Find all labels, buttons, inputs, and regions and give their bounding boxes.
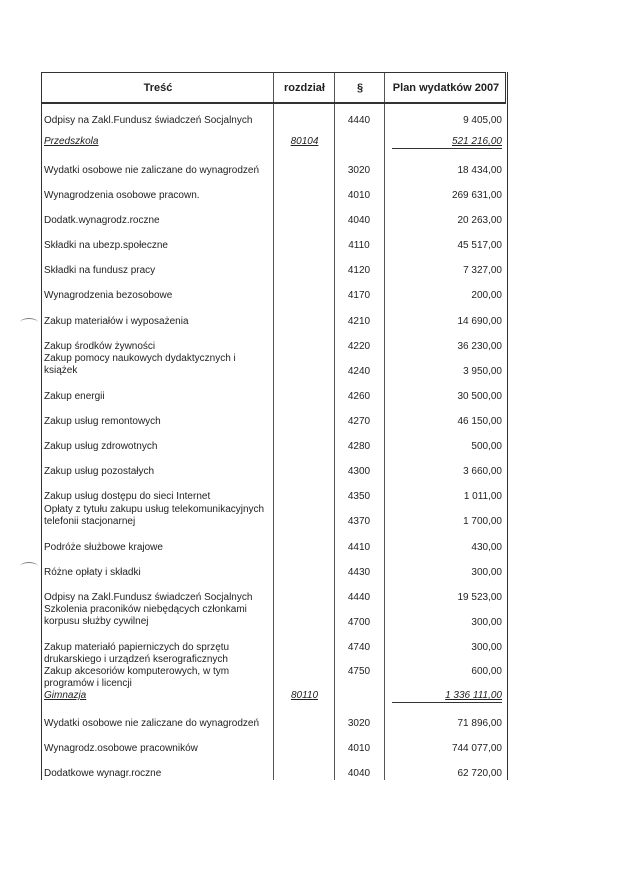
- row-amount: 1 336 111,00: [445, 690, 502, 701]
- row-description: Wydatki osobowe nie zaliczane do wynagrodzeń: [44, 165, 260, 176]
- row-description: Podróże służbowe krajowe: [44, 542, 163, 553]
- row-amount: 36 230,00: [457, 341, 502, 352]
- table-header: [41, 72, 506, 104]
- header-rozdzial: rozdział: [284, 82, 325, 94]
- row-description: Zakup energii: [44, 391, 105, 402]
- row-description: Szkolenia praconików niebędących członkami korpusu służby cywilnej: [44, 604, 247, 627]
- row-amount: 1 011,00: [463, 491, 502, 502]
- row-description: Zakup usług zdrowotnych: [44, 441, 158, 452]
- row-amount: 300,00: [471, 567, 502, 578]
- row-description: Zakup pomocy naukowych dydaktycznych i książek: [44, 353, 236, 376]
- row-paragraph: 4040: [347, 215, 371, 226]
- row-amount: 300,00: [471, 617, 502, 628]
- row-paragraph: 4010: [347, 190, 371, 201]
- row-amount: 30 500,00: [457, 391, 502, 402]
- row-paragraph: 4370: [347, 516, 371, 527]
- row-paragraph: 4750: [347, 666, 371, 677]
- row-amount: 3 950,00: [463, 366, 502, 377]
- row-paragraph: 4280: [347, 441, 371, 452]
- row-amount: 500,00: [471, 441, 502, 452]
- column-divider: [273, 72, 274, 780]
- row-description: Opłaty z tytułu zakupu usług telekomunikacyjnych telefonii stacjonarnej: [44, 504, 265, 527]
- row-description: Dodatk.wynagrodz.roczne: [44, 215, 160, 226]
- row-amount: 7 327,00: [463, 265, 502, 276]
- row-amount: 9 405,00: [463, 115, 502, 126]
- row-paragraph: 3020: [347, 718, 371, 729]
- section-total-rule: [392, 148, 502, 149]
- row-paragraph: 4260: [347, 391, 371, 402]
- row-description: Wynagrodzenia bezosobowe: [44, 290, 173, 301]
- row-description: Składki na fundusz pracy: [44, 265, 156, 276]
- section-name: Gimnazja: [44, 690, 87, 701]
- margin-mark: [20, 318, 38, 327]
- row-paragraph: 4120: [347, 265, 371, 276]
- row-amount: 19 523,00: [457, 592, 502, 603]
- column-divider: [334, 72, 335, 780]
- row-amount: 20 263,00: [457, 215, 502, 226]
- row-paragraph: 4410: [347, 542, 371, 553]
- row-paragraph: 4440: [347, 592, 371, 603]
- row-rozdzial: 80104: [290, 136, 319, 147]
- row-amount: 430,00: [471, 542, 502, 553]
- row-paragraph: 4430: [347, 567, 371, 578]
- header-paragraph: §: [356, 82, 364, 94]
- row-amount: 521 216,00: [451, 136, 502, 147]
- row-paragraph: 4350: [347, 491, 371, 502]
- row-rozdzial: 80110: [290, 690, 319, 701]
- row-paragraph: 4220: [347, 341, 371, 352]
- row-paragraph: 4170: [347, 290, 371, 301]
- row-description: Zakup usług dostępu do sieci Internet: [44, 491, 211, 502]
- section-total-rule: [392, 702, 502, 703]
- row-amount: 3 660,00: [463, 466, 502, 477]
- row-paragraph: 4210: [347, 316, 371, 327]
- row-description: Zakup materiałów i wyposażenia: [44, 316, 189, 327]
- row-paragraph: 4040: [347, 768, 371, 779]
- row-amount: 1 700,00: [463, 516, 502, 527]
- row-description: Dodatkowe wynagr.roczne: [44, 768, 162, 779]
- row-description: Zakup akcesoriów komputerowych, w tym programów i licencji: [44, 666, 230, 689]
- row-amount: 300,00: [471, 642, 502, 653]
- row-description: Różne opłaty i składki: [44, 567, 141, 578]
- row-paragraph: 4010: [347, 743, 371, 754]
- row-amount: 46 150,00: [457, 416, 502, 427]
- row-paragraph: 4270: [347, 416, 371, 427]
- row-description: Odpisy na Zakl.Fundusz świadczeń Socjalnych: [44, 592, 253, 603]
- row-amount: 269 631,00: [451, 190, 502, 201]
- row-description: Zakup usług pozostałych: [44, 466, 155, 477]
- row-amount: 200,00: [471, 290, 502, 301]
- row-paragraph: 4700: [347, 617, 371, 628]
- row-amount: 45 517,00: [457, 240, 502, 251]
- row-paragraph: 4110: [348, 240, 370, 251]
- row-description: Składki na ubezp.społeczne: [44, 240, 168, 251]
- row-description: Wydatki osobowe nie zaliczane do wynagrodzeń: [44, 718, 260, 729]
- row-paragraph: 4300: [347, 466, 371, 477]
- row-description: Odpisy na Zakl.Fundusz świadczeń Socjalnych: [44, 115, 253, 126]
- row-paragraph: 4740: [347, 642, 371, 653]
- row-description: Zakup usług remontowych: [44, 416, 161, 427]
- section-name: Przedszkola: [44, 136, 99, 147]
- row-paragraph: 4240: [347, 366, 371, 377]
- row-amount: 14 690,00: [457, 316, 502, 327]
- row-amount: 600,00: [471, 666, 502, 677]
- row-description: Wynagrodzenia osobowe pracown.: [44, 190, 200, 201]
- row-description: Wynagrodz.osobowe pracowników: [44, 743, 198, 754]
- column-divider: [384, 72, 385, 780]
- row-amount: 744 077,00: [451, 743, 502, 754]
- row-paragraph: 3020: [347, 165, 371, 176]
- header-plan: Plan wydatków 2007: [392, 82, 500, 94]
- row-description: Zakup materiałó papierniczych do sprzętu drukarskiego i urządzeń kserograficznych: [44, 642, 230, 665]
- row-paragraph: 4440: [347, 115, 371, 126]
- row-description: Zakup środków żywności: [44, 341, 156, 352]
- row-amount: 71 896,00: [457, 718, 502, 729]
- margin-mark: [20, 562, 38, 571]
- header-tresc: Treść: [143, 82, 173, 94]
- row-amount: 62 720,00: [457, 768, 502, 779]
- row-amount: 18 434,00: [457, 165, 502, 176]
